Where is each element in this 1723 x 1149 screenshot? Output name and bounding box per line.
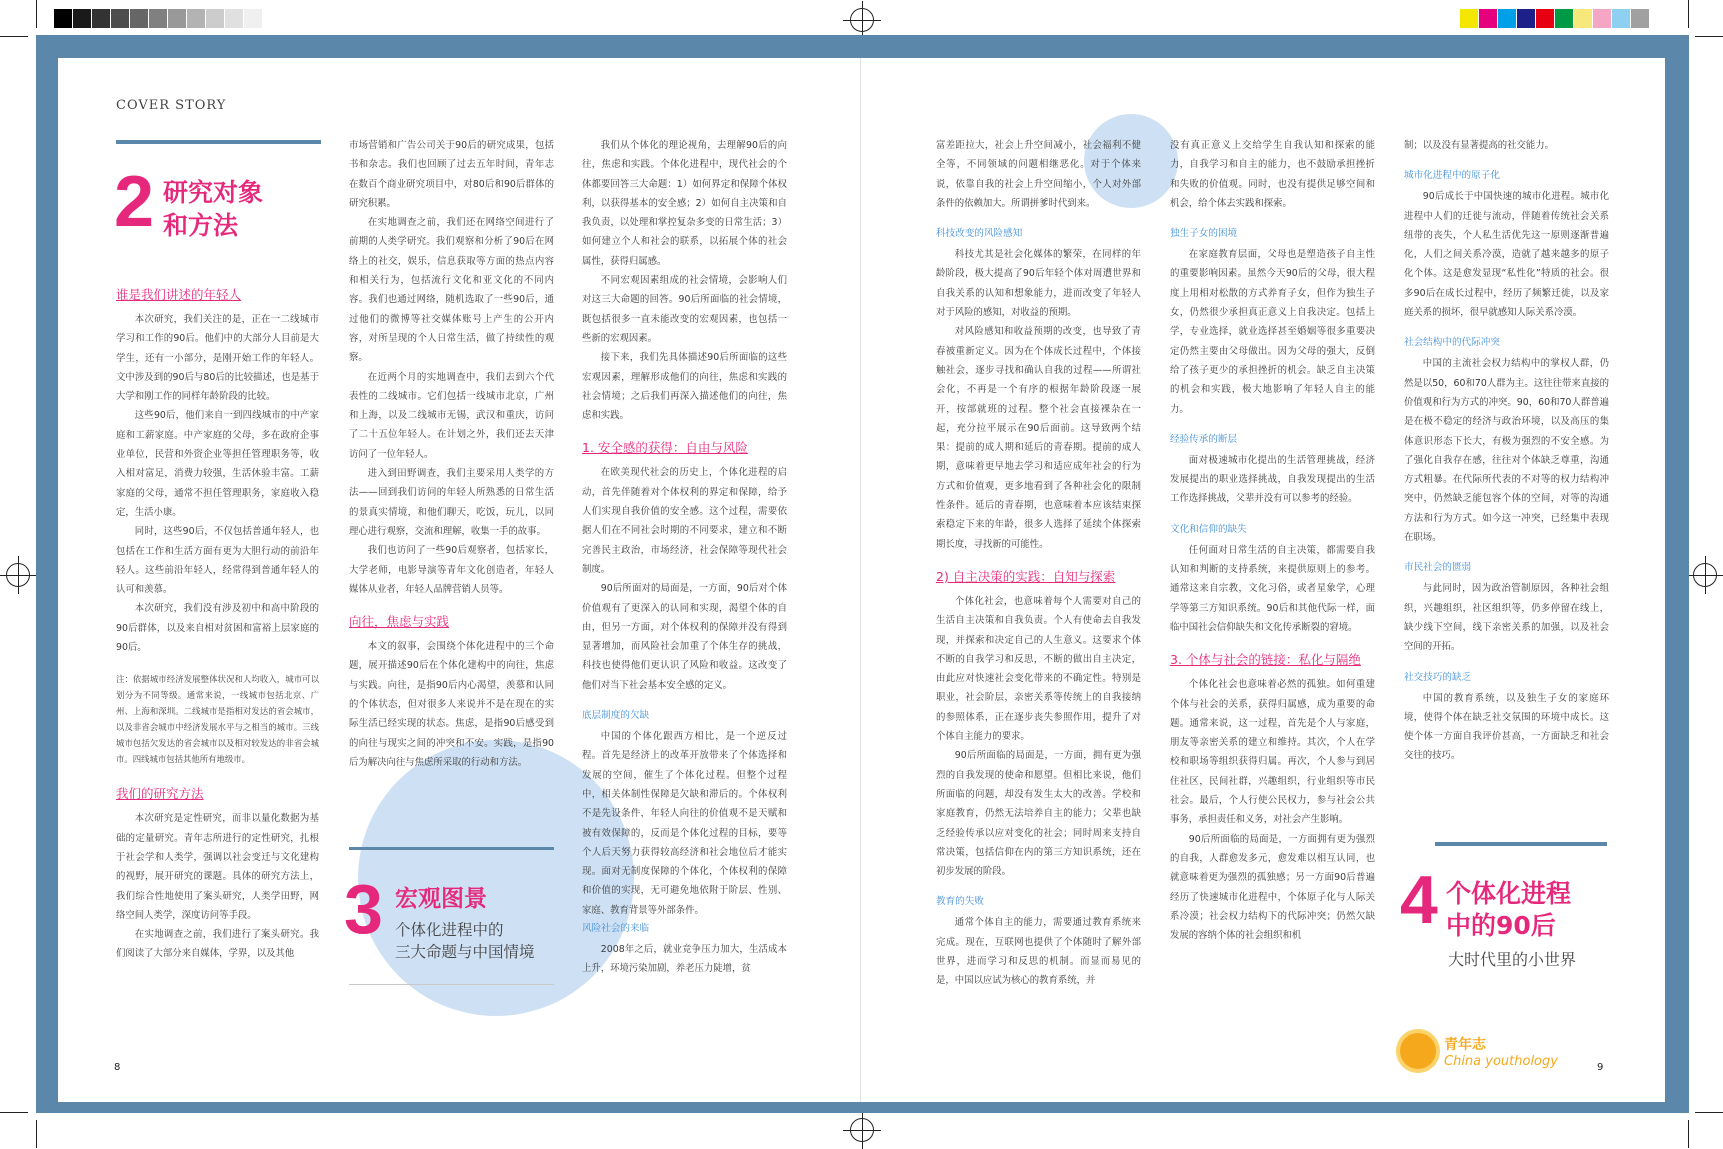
section4-rule <box>1435 842 1607 846</box>
paragraph: 中国的主流社会权力结构中的掌权人群，仍然是以50，60和70人群为主。这往往带来直接的价值观和行为方式的冲突。90，60和70人群普遍是在极不稳定的经济与政治环境，以及高压的集体意识形态下长大，有极为强烈的不安全感。为了强化自我存在感，往往对个体缺乏尊重，沟通方式粗暴。在代际所代表的不对等的权力结构冲突中，仍然缺乏能包容个体的空间，对等的沟通方法和行为方式。如今这一冲突，已经集中表现在职场。 <box>1404 358 1609 544</box>
crop-mark <box>1695 1112 1723 1113</box>
column-3 <box>582 136 787 979</box>
registration-mark-bottom <box>850 1118 874 1142</box>
paragraph: 没有真正意义上交给学生自我认知和探索的能力，自我学习和自主的能力，也不鼓励承担挫折和失败的价值观。同时，也没有提供足够空间和机会，给个体去实践和探索。 <box>1170 140 1375 209</box>
kicker: COVER STORY <box>116 98 227 113</box>
section3-underline <box>349 984 554 985</box>
paragraph: 同时，这些90后，不仅包括普通年轻人，也包括在工作和生活方面有更为大胆行动的前沿年轻人。这些前沿年轻人，经常得到普通年轻人的认可和羡慕。 <box>116 526 319 596</box>
paragraph: 接下来，我们先具体描述90后所面临的这些宏观因素，理解形成他们的向往，焦虑和实践的社会情境；之后我们再深入描述他们的向往，焦虑和实践。 <box>582 352 787 422</box>
footnote: 注：依据城市经济发展整体状况和人均收入，城市可以划分为不同等级。通常来说，一线城市包括北京、广州、上海和深圳。二线城市是指相对发达的省会城市，以及非省会城市中经济发展水平与之相当的城市。三线城市包括欠发达的省会城市以及相对较发达的非省会城市。四线城市包括其他所有地级市。 <box>116 674 319 765</box>
crop-mark <box>0 36 28 37</box>
paragraph: 本次研究是定性研究，而非以量化数据为基础的定量研究。青年志所进行的定性研究，扎根于社会学和人类学，强调以社会变迁与文化建构的视野，展开研究的课题。具体的研究方法上，我们综合性地使用了案头研究，人类学田野，网络空间人类学，深度访问等手段。 <box>116 813 319 921</box>
paragraph: 进入到田野调查，我们主要采用人类学的方法——回到我们访问的年轻人所熟悉的日常生活的景真实情境，和他们聊天，吃饭，玩儿，以同理心进行观察，交流和理解，收集一手的故事。 <box>349 468 554 537</box>
crop-mark <box>1688 1120 1689 1148</box>
column-4 <box>936 136 1141 991</box>
section4-title-line1: 个体化进程 <box>1446 879 1572 908</box>
section3-subtitle-line1: 个体化进程中的 <box>395 921 504 939</box>
crop-mark <box>0 1112 28 1113</box>
paragraph: 本次研究，我们关注的是，正在一二线城市学习和工作的90后。他们中的大部分人目前是大学生，还有一小部分，是刚开始工作的年轻人。文中涉及到的90后与80后的比较描述，也是基于大学和刚工作的同样年龄阶段的比较。 <box>116 314 319 403</box>
heading: 谁是我们讲述的年轻人 <box>116 287 242 302</box>
section3-rule <box>349 847 554 850</box>
subheading: 社交技巧的缺乏 <box>1404 671 1472 683</box>
subheading: 城市化进程中的原子化 <box>1404 170 1500 182</box>
paragraph: 在家庭教育层面，父母也是塑造孩子自主性的重要影响因素。虽然今天90后的父母，很大程度上用相对松散的方式养育子女，但作为独生子女，仍然很少承担真正意义上自我决定。包括上学，专业选择，就业选择甚至婚姻等很多重要决定仍然主要由父母做出。因为父母的强大，反倒给了孩子更少的承担挫折的机会。缺乏自主决策的机会和实践，极大地影响了年轻人自主的能力。 <box>1170 249 1375 415</box>
logo-en: China youthology <box>1444 1054 1558 1069</box>
section4-subtitle: 大时代里的小世界 <box>1448 950 1577 969</box>
paragraph: 个体化社会也意味着必然的孤独。如何重建个体与社会的关系，获得归属感，成为重要的命题。通常来说，这一过程，首先是个人与家庭，朋友等亲密关系的建立和维持。其次，个人在学校和职场等组织获得归属。再次，个人参与到居住社区，民间社群，兴趣组织，行业组织等市民社会。最后，个人行使公民权力，参与社会公共事务，承担责任和义务，对社会产生影响。 <box>1170 679 1375 826</box>
section4-title-line2: 中的90后 <box>1446 911 1556 940</box>
paragraph: 富差距拉大，社会上升空间减小，社会福利不健全等，不同领域的问题相继恶化。对于个体来说，依靠自我的社会上升空间缩小，个人对外部条件的依赖加大。所谓拼爹时代到来。 <box>936 140 1141 209</box>
subheading: 社会结构中的代际冲突 <box>1404 337 1500 349</box>
crop-mark <box>1688 0 1689 28</box>
paragraph: 通常个体自主的能力，需要通过教育系统来完成。现在，互联网也提供了个体随时了解外部世界，进而学习和反思的机制。而显而易见的是，中国以应试为核心的教育系统，并 <box>936 917 1141 987</box>
column-6 <box>1404 136 1609 766</box>
paragraph: 在近两个月的实地调查中，我们去到六个代表性的二线城市。它们包括一线城市北京，广州和上海，以及二线城市无锡，武汉和重庆，访问了二十五位年轻人。在计划之外，我们还去天津访问了一位年轻人。 <box>349 371 554 460</box>
column-1 <box>116 286 319 964</box>
subheading: 风险社会的来临 <box>582 922 650 934</box>
sun-logo-icon <box>1400 1033 1436 1069</box>
paragraph: 90后成长于中国快速的城市化进程。城市化进程中人们的迁徙与流动，伴随着传统社会关系纽带的丧失，个人私生活优先这一原则逐渐普遍化，人们之间关系冷漠，造就了越来越多的原子化个体。这是愈发显现“私性化”特质的社会。很多90后在成长过程中，经历了频繁迁徙，以及家庭关系的损坏，很早就感知人际关系冷漠。 <box>1404 191 1609 319</box>
paragraph: 我们从个体化的理论视角，去理解90后的向往，焦虑和实践。个体化进程中，现代社会的个体都要回答三大命题：1）如何界定和保障个体权利，以获得基本的安全感；2）如何自主决策和自我负责，以处理和掌控复杂多变的日常生活；3）如何建立个人和社会的联系，以拓展个体的社会属性，获得归属感。 <box>582 140 787 267</box>
section4-number: 4 <box>1400 862 1438 938</box>
paragraph: 本文的叙事，会围绕个体化进程中的三个命题，展开描述90后在个体化建构中的向往，焦虑与实践。向往，是指90后内心渴望，羡慕和认同的个体状态，但对很多人来说并不是在现在的实际生活已经实现的状态。焦虑，是指90后感受到的向往与现实之间的冲突和不安。实践，是指90后为解决向往与焦虑所采取的行动和方法。 <box>349 641 554 768</box>
paragraph: 市场营销和广告公司关于90后的研究成果，包括书和杂志。我们也回顾了过去五年时间，青年志在数百个商业研究项目中，对80后和90后群体的研究积累。 <box>349 140 554 209</box>
section2-number: 2 <box>114 162 155 242</box>
section2-title-line2: 和方法 <box>163 211 239 240</box>
crop-mark <box>36 1120 37 1148</box>
crop-mark <box>1695 36 1723 37</box>
paragraph: 2008年之后，就业竞争压力加大，生活成本上升，环境污染加剧，养老压力陡增，贫 <box>582 943 787 975</box>
paragraph: 与此同时，因为政治管制原因，各种社会组织，兴趣组织，社区组织等，仍多停留在线上，缺少线下空间，线下亲密关系的加强，以及社会空间的开拓。 <box>1404 583 1609 653</box>
heading: 3. 个体与社会的链接：私化与隔绝 <box>1170 652 1361 668</box>
subheading: 经验传承的断层 <box>1170 433 1238 445</box>
paragraph: 在欧美现代社会的历史上，个体化进程的启动，首先伴随着对个体权利的界定和保障，给予人们实现自我价值的安全感。这个过程，需要依据人们在不同社会时期的不同要求，建立和不断完善民主政治，市场经济，社会保障等现代社会制度。 <box>582 467 787 575</box>
page-number-right: 9 <box>1597 1062 1604 1073</box>
paragraph: 个体化社会，也意味着每个人需要对自己的生活自主决策和自我负责。个人有使命去自我发现，并探索和决定自己的人生意义。这要求个体不断的自我学习和反思，不断的做出自主决定，由此应对快速社会变化带来的不确定性。特别是职业，社会阶层，亲密关系等传统上的自我接纳的参照体系，正在逐步丧失参照作用，提升了对个体自主能力的要求。 <box>936 595 1141 743</box>
heading: 1. 安全感的获得：自由与风险 <box>582 440 748 456</box>
section3-number: 3 <box>344 870 383 948</box>
paragraph: 在实地调查之前，我们进行了案头研究。我们阅读了大部分来自媒体，学界，以及其他 <box>116 929 319 960</box>
heading: 2) 自主决策的实践：自知与探索 <box>936 568 1116 584</box>
paragraph: 中国的个体化跟西方相比，是一个逆反过程。首先是经济上的改革开放带来了个体选择和发展的空间，催生了个体化过程。但整个过程中，相关体制性保障是欠缺和滞后的。个体权利不是先设条件，年轻人向往的价值观不是天赋和被有效保障的，反而是个体化过程的目标，要等个人后天努力获得较高经济和社会地位后才能实现。面对无制度保障的个体化，个体权利的保障和价值的实现，无可避免地依附于阶层、性别、家庭、教育背景等外部条件。 <box>582 731 787 916</box>
heading: 向往，焦虑与实践 <box>349 614 450 630</box>
registration-mark-right <box>1693 563 1717 587</box>
column-2 <box>349 136 554 772</box>
subheading: 独生子女的困境 <box>1170 228 1238 240</box>
paragraph: 中国的教育系统，以及独生子女的家庭环境，使得个体在缺乏社交氛围的环境中成长。这使个体一方面自我评价甚高，一方面缺乏和社会交往的技巧。 <box>1404 692 1609 762</box>
paragraph: 在实地调查之前，我们还在网络空间进行了前期的人类学研究。我们观察和分析了90后在网络上的社交，娱乐，信息获取等方面的热点内容和相关行为，包括流行文化和亚文化的不同内容。我们也通过网络，随机选取了一些90后，通过他们的微博等社交媒体账号上产生的公开内容，对所呈现的个人日常生活，做了持续性的观察。 <box>349 217 554 364</box>
paragraph: 这些90后，他们来自一到四线城市的中产家庭和工薪家庭。中产家庭的父母，多在政府企事业单位，民营和外资企业等担任管理职务等，收入相对富足，消费力较强，生活休验丰富。工薪家庭的父母，通常不担任管理职务，家庭收入稳定，生活小康。 <box>116 410 319 518</box>
paragraph: 制；以及没有显著提高的社交能力。 <box>1404 140 1555 151</box>
subheading: 底层制度的欠缺 <box>582 710 650 722</box>
paragraph: 90后所面临的局面是，一方面，拥有更为强烈的自我发现的使命和愿望。但相比来说，他们所面临的问题，却没有发生太大的改善。学校和家庭教育，仍然无法培养自主的能力；父辈也缺乏经验传承以应对变化的社会；同时周来支持自常决策，包括信仰在内的第三方知识系统，还在初步发展的阶段。 <box>936 750 1141 878</box>
paragraph: 90后所面临的局面是，一方面拥有更为强烈的自我，人群愈发多元，愈发难以相互认同，也就意味着更为强烈的孤独感；另一方面90后普遍经历了快速城市化进程中，个体原子化与人际关系冷漠；社会权力结构下的代际冲突；仍然欠缺发展的容纳个体的社会组织和机 <box>1170 833 1375 942</box>
column-5 <box>1170 136 1375 945</box>
subheading: 科技改变的风险感知 <box>936 228 1023 240</box>
page-number-left: 8 <box>114 1062 121 1073</box>
subheading: 教育的失败 <box>936 896 984 908</box>
paragraph: 90后所面对的局面是，一方面，90后对个体价值观有了更深入的认同和实现，渴望个体的自由，但另一方面，对个体权利的保障并没有得到显著增加，而风险社会加重了个体生存的挑战，科技也使得他们更认识了风险和收益。这改变了他们对当下社会基本安全感的定义。 <box>582 583 787 691</box>
registration-mark-top <box>850 8 874 32</box>
paragraph: 对风险感知和收益预期的改变，也导致了青春被重新定义。因为在个体成长过程中，个体接触社会，逐步寻找和确认自我的过程——所谓社会化，不再是一个有序的根据年龄阶段逐一展开，按部就班的过程。整个社会直接裸杂在一起，充分拉平展示在90后面前。这导致两个结果：提前的成人期和延后的青春期。提前的成人期，意味着更早地去学习和适应成年社会的行为方式和价值观，更多地看到了各种社会化的限制性条件。延后的青春期，也意味着本应该结束探索稳定下来的年龄，很多人选择了延续个体探索期长度，寻找新的可能性。 <box>936 326 1141 550</box>
subheading: 文化和信仰的缺失 <box>1170 523 1247 535</box>
color-swatches <box>1460 9 1650 28</box>
paragraph: 不同宏观因素组成的社会情境，会影响人们对这三大命题的回答。90后所面临的社会情境，既包括很多一直未能改变的宏观因素，也包括一些新的宏观因素。 <box>582 275 787 344</box>
section3-subtitle-line2: 三大命题与中国情境 <box>395 943 535 961</box>
paragraph: 我们也访问了一些90后观察者，包括家长，大学老师，电影导演等青年文化创造者，年轻人媒体从业者，年轻人品牌营销人员等。 <box>349 545 554 595</box>
logo-cn: 青年志 <box>1444 1037 1486 1053</box>
subheading: 市民社会的匮弱 <box>1404 562 1472 574</box>
grayscale-swatches <box>54 9 263 28</box>
gutter <box>860 58 861 1102</box>
section3-title: 宏观图景 <box>395 886 487 912</box>
paragraph: 科技尤其是社会化媒体的繁荣，在同样的年龄阶段，极大提高了90后年轻个体对周遭世界和自我关系的认知和想象能力，进而改变了年轻人对于风险的感知，对收益的预期。 <box>936 249 1141 319</box>
section2-rule <box>116 140 321 144</box>
paragraph: 本次研究，我们没有涉及初中和高中阶段的90后群体，以及来自相对贫困和富裕上层家庭的90后。 <box>116 603 319 654</box>
section2-title-line1: 研究对象 <box>163 178 264 207</box>
paragraph: 面对极速城市化提出的生活管理挑战，经济发展提出的职业选择挑战，自我发现提出的生活工作选择挑战，父辈并没有可以参考的经验。 <box>1170 454 1375 505</box>
crop-mark <box>36 0 37 28</box>
registration-mark-left <box>6 563 30 587</box>
heading: 我们的研究方法 <box>116 786 204 802</box>
paragraph: 任何面对日常生活的自主决策，都需要自我认知和判断的支持系统，来提供原则上的参考。通常这来自宗教，文化习俗，或者星象学，心理学等第三方知识系统。90后和其他代际一样，面临中国社会信仰缺失和文化传承断裂的窘境。 <box>1170 544 1375 633</box>
